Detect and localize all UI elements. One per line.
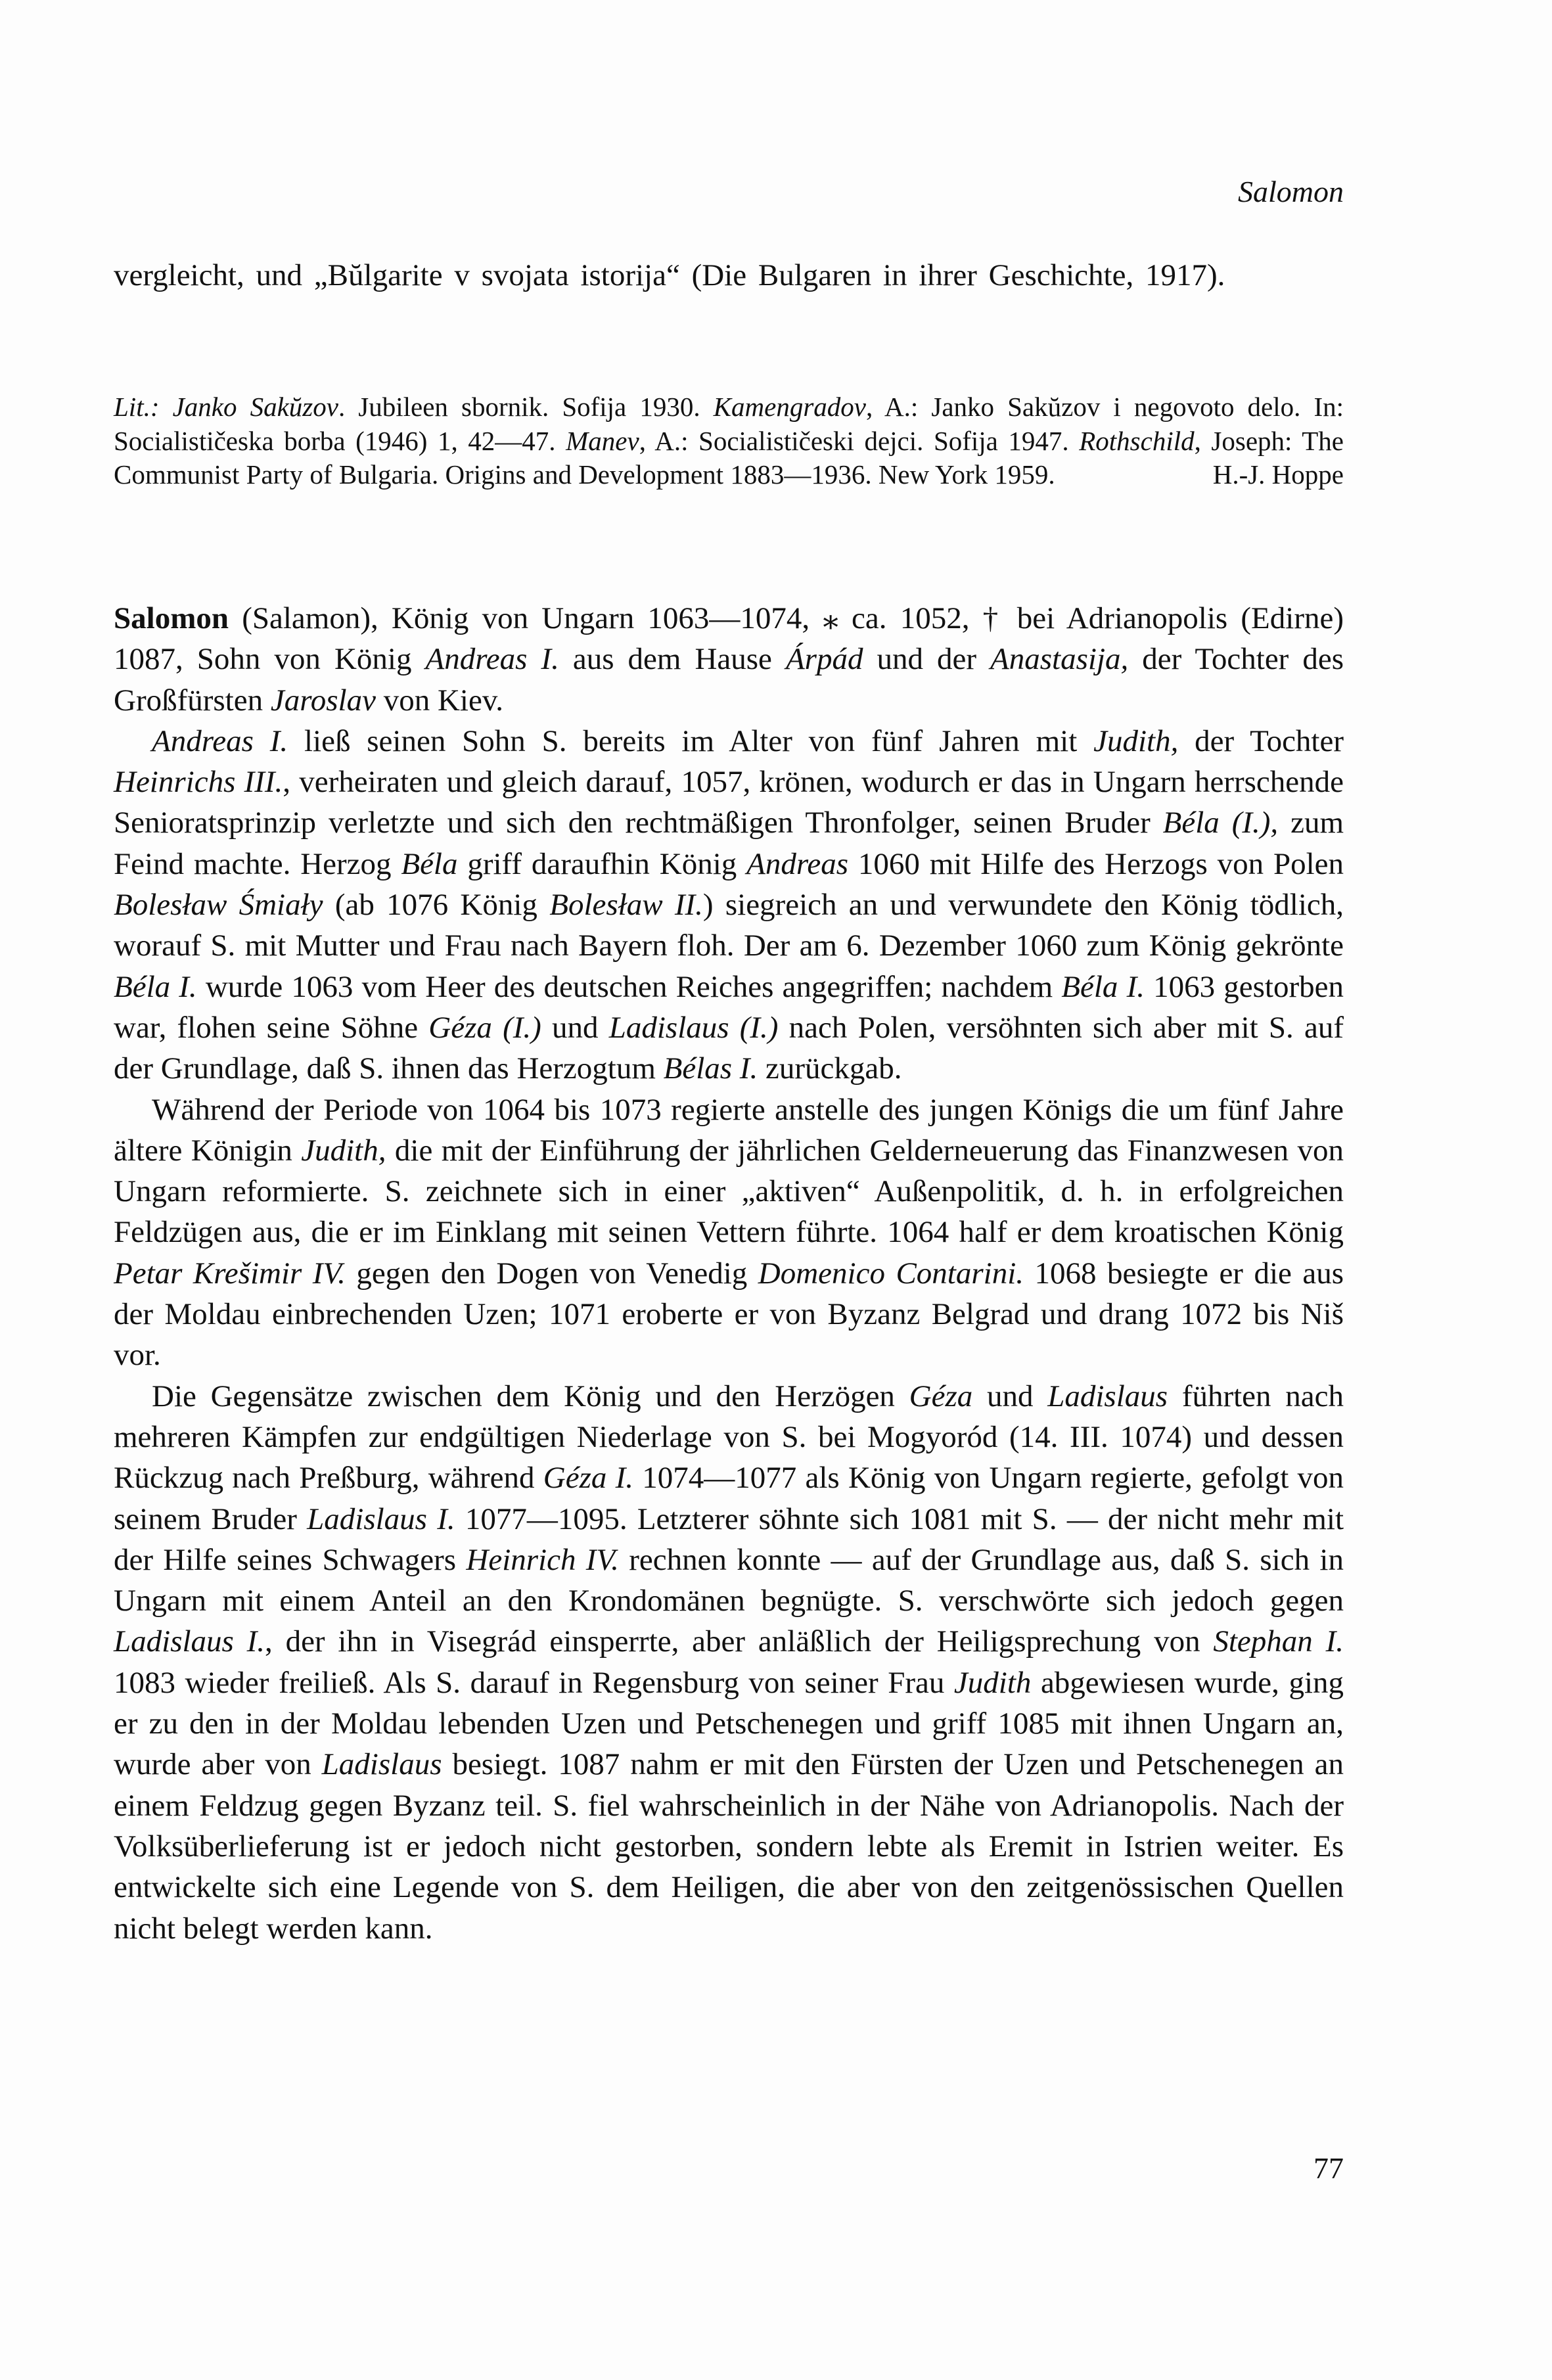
text-run: besiegt. 1087 nahm er mit den Fürsten der Uzen und Petschenegen an einem Feldzug gegen Byzanz teil. S. fiel wahrscheinlich in der Nähe von Adrianopolis. Nach der Volksüberlieferung ist er jedoch nicht gestorben, sondern lebte als Eremit in Istrien weiter. Es entwickelte sich eine Legende von S. dem Heiligen, die aber von den zeitgenössischen Quellen nicht belegt werden kann.: [114, 1747, 1344, 1946]
article-paragraph-4: [114, 1376, 1344, 1949]
continuation-text: vergleicht, und „Bŭlgarite v svojata istorija“ (Die Bulgaren in ihrer Geschichte, 1917).: [114, 258, 1225, 292]
lit-author-1: Janko Sakŭzov: [172, 392, 338, 422]
text-run: aus dem Hause: [559, 642, 786, 677]
text-run: Während der Periode von 1064 bis 1073 regierte anstelle des jungen Königs die um fünf Jahre ältere Königin: [114, 1092, 1344, 1168]
text-run: von Kiev.: [375, 683, 504, 718]
italic-name: Ladislaus: [321, 1747, 442, 1782]
italic-name: Ladislaus I.: [114, 1624, 265, 1659]
text-run: abgewiesen wurde, ging er zu den in der Moldau lebenden Uzen und Petschenegen und griff 1085 mit ihnen Ungarn an, wurde aber von: [114, 1665, 1344, 1782]
italic-name: Domenico Contarini.: [758, 1256, 1024, 1291]
text-run: gegen den Dogen von Venedig: [345, 1256, 758, 1291]
text-run: führten nach mehreren Kämpfen zur endgültigen Niederlage von S. bei Mogyoród (14. III. 1074) und dessen Rückzug nach Preßburg, während: [114, 1379, 1344, 1496]
italic-name: Ladislaus: [1047, 1379, 1168, 1413]
italic-name: Petar Krešimir IV.: [114, 1256, 346, 1291]
text-run: 1074—1077 als König von Ungarn regierte, gefolgt von seinem Bruder: [114, 1461, 1344, 1536]
literature-label: Lit.:: [114, 392, 160, 422]
italic-name: Anastasija,: [990, 642, 1129, 677]
article-paragraph-3: [114, 1089, 1344, 1376]
text-run: die mit der Einführung der jährlichen Gelderneuerung das Finanzwesen von Ungarn reformierte. S. zeichnete sich in einer „aktiven“ Außenpolitik, d. h. in erfolgreichen Feldzügen aus, die er im Einklang mit seinen Vettern führte. 1064 half er dem kroatischen König: [114, 1133, 1344, 1250]
italic-name: Béla I.: [1061, 969, 1145, 1004]
italic-name: Judith,: [1093, 723, 1179, 758]
text-run: nach Polen, versöhnten sich aber mit S. auf der Grundlage, daß S. ihnen das Herzogtum: [114, 1010, 1344, 1086]
italic-name: Béla (I.),: [1162, 806, 1279, 840]
italic-name: Ladislaus (I.): [608, 1010, 779, 1045]
text-run: und: [972, 1379, 1048, 1413]
italic-name: Bolesław Śmiały: [114, 888, 323, 923]
text-run: 1060 mit Hilfe des Herzogs von Polen: [848, 846, 1344, 881]
italic-name: Géza I.: [543, 1461, 634, 1496]
text-run: und der: [863, 642, 991, 677]
text-run: (ab 1076 König: [323, 888, 550, 923]
text-run: 1077—1095. Letzterer söhnte sich 1081 mit S. — der nicht mehr mit der Hilfe seines Schwagers: [114, 1501, 1344, 1577]
italic-name: Jaroslav: [270, 683, 376, 718]
text-run: , verheiraten und gleich darauf, 1057, krönen, wodurch er das in Ungarn herrschende Senioratsprinzip verletzte und sich den rechtmäßigen Thronfolger, seinen Bruder: [114, 765, 1344, 840]
literature-block: [114, 390, 1344, 492]
italic-name: Géza (I.): [428, 1010, 541, 1045]
italic-name: Heinrichs III.: [114, 765, 283, 800]
text-run: , der ihn in Visegrád einsperrte, aber anläßlich der Heiligsprechung von: [265, 1624, 1214, 1659]
text-run: Die Gegensätze zwischen dem König und den Herzögen: [152, 1379, 909, 1413]
text-run: wurde 1063 vom Heer des deutschen Reiches angegriffen; nachdem: [196, 969, 1062, 1004]
lit-entry-2: , A.: Janko Sakŭzov i negovoto delo. In: Socialističeska borba (1946) 1, 42—47.: [114, 392, 1344, 456]
text-run: 1068 besiegte er die aus der Moldau einbrechenden Uzen; 1071 eroberte er von Byzanz Belgrad und drang 1072 bis Niš vor.: [114, 1256, 1344, 1373]
lit-author-4: Rothschild: [1079, 425, 1195, 456]
text-run: 1063 gestorben war, flohen seine Söhne: [114, 969, 1344, 1045]
lit-entry-3: , A.: Socialističeski dejci. Sofija 1947.: [639, 425, 1080, 456]
text-run: der Tochter: [1178, 723, 1344, 758]
italic-name: Béla I.: [114, 969, 197, 1004]
text-run: der Tochter des Großfürsten: [114, 642, 1344, 718]
italic-name: Stephan I.: [1213, 1624, 1344, 1659]
italic-name: Heinrich IV.: [466, 1542, 619, 1577]
italic-name: Bolesław II.: [549, 888, 703, 923]
text-run: zum Feind machte. Herzog: [114, 806, 1344, 881]
lit-entry-4: , Joseph: The Communist Party of Bulgaria. Origins and Development 1883—1936. New York 1959.: [114, 425, 1344, 490]
text-run: ließ seinen Sohn S. bereits im Alter von fünf Jahren mit: [288, 723, 1094, 758]
article-body: [114, 598, 1344, 1949]
italic-name: Béla: [401, 846, 458, 881]
lit-author-3: Manev: [566, 425, 639, 456]
article-paragraph-1: [114, 598, 1344, 721]
running-head: Salomon: [1238, 175, 1344, 208]
text-run: (Salamon), König von Ungarn 1063—1074, ⁎ ca. 1052, † bei Adrianopolis (Edirne) 1087, Sohn von König: [114, 601, 1344, 677]
article-paragraph-2: [114, 721, 1344, 1089]
italic-name: Judith: [953, 1665, 1032, 1700]
lit-author-2: Kamengradov: [713, 392, 866, 422]
text-run: zurückgab.: [758, 1051, 902, 1086]
italic-name: Judith,: [301, 1133, 386, 1168]
article-lemma: Salomon: [114, 601, 229, 635]
text-run: ) siegreich an und verwundete den König tödlich, worauf S. mit Mutter und Frau nach Bayern floh. Der am 6. Dezember 1060 zum König gekrönte: [114, 888, 1344, 963]
text-run: rechnen konnte — auf der Grundlage aus, daß S. sich in Ungarn mit einem Anteil an den Krondomänen begnügte. S. verschwörte sich jedoch gegen: [114, 1542, 1344, 1618]
page-number: 77: [1313, 2151, 1344, 2185]
text-run: und: [541, 1010, 609, 1045]
italic-name: Andreas I.: [425, 642, 559, 677]
article-signature: H.-J. Hoppe: [1212, 459, 1344, 490]
italic-name: Andreas: [746, 846, 849, 881]
italic-name: Andreas I.: [152, 723, 288, 758]
italic-name: Ladislaus I.: [307, 1501, 455, 1536]
lit-entry-1: . Jubileen sbornik. Sofija 1930.: [338, 392, 714, 422]
text-run: 1083 wieder freiließ. Als S. darauf in Regensburg von seiner Frau: [114, 1665, 954, 1700]
italic-name: Géza: [909, 1379, 973, 1413]
text-run: griff daraufhin König: [457, 846, 747, 881]
italic-name: Árpád: [785, 642, 863, 677]
italic-name: Bélas I.: [663, 1051, 758, 1086]
